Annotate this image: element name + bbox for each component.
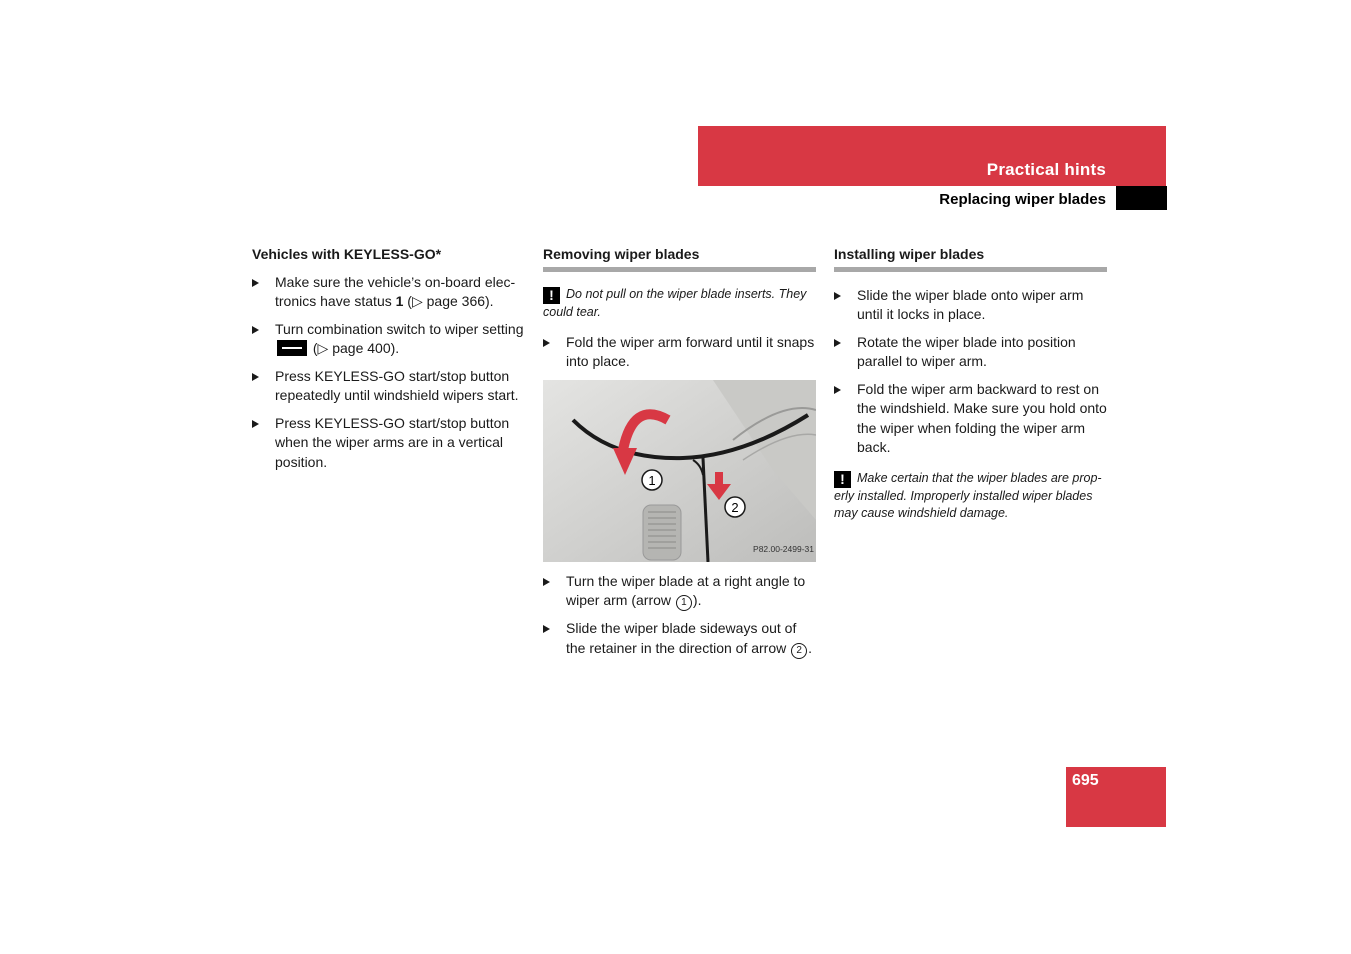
removing-heading: Removing wiper blades <box>543 245 816 272</box>
section-tab-marker <box>1116 186 1167 210</box>
exclamation-icon: ! <box>834 471 851 488</box>
wiper-setting-icon <box>277 340 307 356</box>
page-number-box <box>1066 767 1166 827</box>
section-title: Practical hints <box>986 160 1106 179</box>
wiper-illustration <box>543 380 816 562</box>
triangle-bullet-icon <box>252 373 259 381</box>
warning-note: ! Make certain that the wiper blades are prop- erly installed. Improperly installed wiper blades may cause windshield damage. <box>834 470 1102 520</box>
triangle-bullet-icon <box>834 292 841 300</box>
column-keyless-go <box>252 245 527 480</box>
triangle-bullet-icon <box>834 339 841 347</box>
triangle-bullet-icon <box>543 339 550 347</box>
triangle-bullet-icon <box>252 326 259 334</box>
keyless-go-steps <box>252 273 527 473</box>
triangle-bullet-icon <box>834 386 841 394</box>
installing-heading: Installing wiper blades <box>834 245 1107 272</box>
exclamation-icon: ! <box>543 287 560 304</box>
installing-steps <box>834 286 1107 458</box>
list-item: Slide the wiper blade onto wiper arm until it locks in place. <box>834 286 1107 325</box>
removing-steps-b <box>543 572 816 659</box>
triangle-bullet-icon <box>543 625 550 633</box>
wiper-removal-figure <box>543 380 816 562</box>
list-item: Rotate the wiper blade into position parallel to wiper arm. <box>834 333 1107 372</box>
removing-steps-a <box>543 333 816 372</box>
callout-2-ref: 2 <box>791 643 807 659</box>
list-item: Press KEYLESS-GO start/stop button when the wiper arms are in a vertical position. <box>252 414 527 473</box>
subsection-title: Replacing wiper blades <box>939 191 1106 208</box>
triangle-bullet-icon <box>252 420 259 428</box>
figure-code: P82.00-2499-31 <box>753 544 814 554</box>
list-item: Press KEYLESS-GO start/stop button repeatedly until windshield wipers start. <box>252 367 527 406</box>
callout-1-ref: 1 <box>676 595 692 611</box>
callout-2: 2 <box>731 499 739 515</box>
list-item: Turn the wiper blade at a right angle to wiper arm (arrow 1 ). <box>543 572 816 612</box>
list-item: Make sure the vehicle’s on-board elec- tronics have status 1 (▷ page 366). <box>252 273 527 312</box>
triangle-bullet-icon <box>543 578 550 586</box>
list-item: Fold the wiper arm backward to rest on the windshield. Make sure you hold onto the wiper when folding the wiper arm back. <box>834 380 1107 458</box>
callout-1: 1 <box>648 472 656 488</box>
page-number: 695 <box>1072 772 1099 789</box>
triangle-bullet-icon <box>252 279 259 287</box>
warning-note: ! Do not pull on the wiper blade inserts. They could tear. <box>543 286 807 319</box>
list-item: Fold the wiper arm forward until it snaps into place. <box>543 333 816 372</box>
list-item: Turn combination switch to wiper setting (▷ page 400). <box>252 320 527 359</box>
column-installing <box>834 245 1107 534</box>
column-removing <box>543 245 816 667</box>
list-item: Slide the wiper blade sideways out of the retainer in the direction of arrow 2 . <box>543 619 816 659</box>
keyless-go-heading: Vehicles with KEYLESS-GO* <box>252 246 442 262</box>
